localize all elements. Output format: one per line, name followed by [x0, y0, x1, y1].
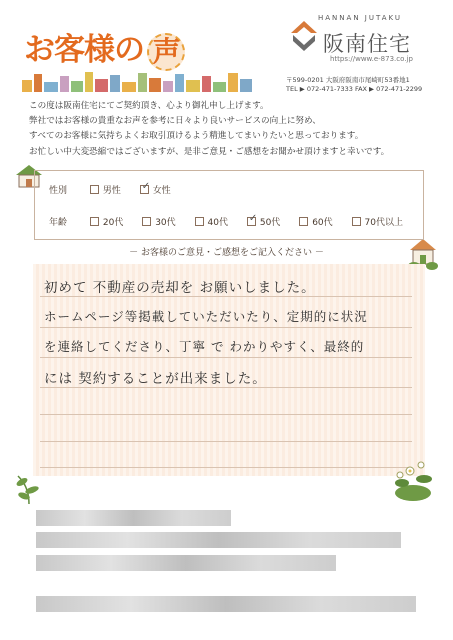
company-url: https://www.e-873.co.jp	[330, 55, 413, 63]
checkbox-60s[interactable]	[299, 217, 308, 226]
option-label: 60代	[312, 218, 333, 228]
comment-section-title: － お客様のご意見・ご感想をご記入ください －	[129, 248, 324, 258]
page-title	[24, 24, 185, 71]
ruled-line	[40, 441, 412, 442]
comment-line: には 契約することが出来ました。	[44, 371, 267, 387]
intro-text	[29, 99, 439, 160]
option-label: 男性	[102, 186, 121, 196]
age-row	[49, 215, 403, 228]
gender-label: 性別	[49, 186, 68, 196]
gender-row	[49, 183, 187, 196]
option-label: 50代	[259, 218, 281, 228]
ruled-line	[40, 296, 412, 297]
plant-decoration-icon	[14, 470, 44, 504]
intro-line: 弊社ではお客様の貴重なお声を参考に日々より良いサービスの向上に努め、	[29, 116, 321, 127]
address-line: 〒599-0201 大阪府阪南市尾崎町53番地1	[286, 76, 410, 84]
checkbox-50s[interactable]	[247, 217, 256, 226]
redacted-block	[36, 555, 336, 571]
checkbox-30s[interactable]	[142, 217, 151, 226]
ruled-line	[40, 414, 412, 415]
age-option-60s[interactable]	[299, 215, 332, 228]
checkbox-70s-plus[interactable]	[352, 217, 361, 226]
comment-line: 初めて 不動産の売却を お願いしました。	[44, 280, 316, 296]
title-koe: 声	[147, 33, 185, 71]
comment-line: を連絡してくださり、丁寧 で わかりやすく、最終的	[44, 339, 365, 354]
company-name: 阪南住宅	[323, 32, 411, 56]
phone-fax-line: TEL ▶ 072-471-7333 FAX ▶ 072-471-2299	[286, 85, 423, 93]
ruled-line	[40, 357, 412, 358]
city-skyline-illustration	[22, 70, 262, 92]
intro-line: この度は阪南住宅にてご契約頂き、心より御礼申し上げます。	[29, 101, 269, 111]
respondent-info-form	[34, 170, 424, 240]
age-option-20s[interactable]	[90, 215, 123, 228]
checkbox-female[interactable]	[140, 185, 149, 194]
gender-option-female[interactable]	[140, 183, 171, 196]
option-label: 20代	[102, 218, 124, 228]
intro-line: すべてのお客様に気持ちよくお取引頂けるよう精進してまいりたいと思っております。	[29, 131, 364, 142]
option-label: 40代	[207, 218, 228, 228]
age-option-70s-plus[interactable]	[352, 215, 403, 228]
plant-decoration-icon	[388, 455, 438, 505]
option-label: 30代	[155, 218, 176, 228]
company-logo-icon	[289, 19, 319, 55]
age-option-50s[interactable]	[247, 215, 280, 228]
redacted-block	[36, 596, 416, 612]
title-prefix: お客様の	[24, 32, 144, 68]
redacted-block	[36, 532, 401, 548]
checkbox-40s[interactable]	[195, 217, 204, 226]
logo-tagline: HANNAN JUTAKU	[318, 14, 403, 22]
option-label: 70代以上	[364, 218, 403, 228]
age-label: 年齢	[49, 218, 68, 228]
age-option-40s[interactable]	[195, 215, 228, 228]
redacted-block	[36, 510, 231, 526]
checkbox-male[interactable]	[90, 185, 99, 194]
ruled-line	[40, 467, 412, 468]
gender-option-male[interactable]	[90, 183, 121, 196]
intro-line: お忙しい中大変恐縮ではございますが、是非ご意見・ご感想をお聞かせ頂けますと幸いです。	[29, 146, 390, 157]
ruled-line	[40, 327, 412, 328]
checkbox-20s[interactable]	[90, 217, 99, 226]
option-label: 女性	[152, 186, 171, 196]
company-address	[286, 76, 422, 94]
age-option-30s[interactable]	[142, 215, 175, 228]
comment-line: ホームページ等掲載していただいたり、定期的に状況	[44, 309, 368, 324]
ruled-line	[40, 387, 412, 388]
